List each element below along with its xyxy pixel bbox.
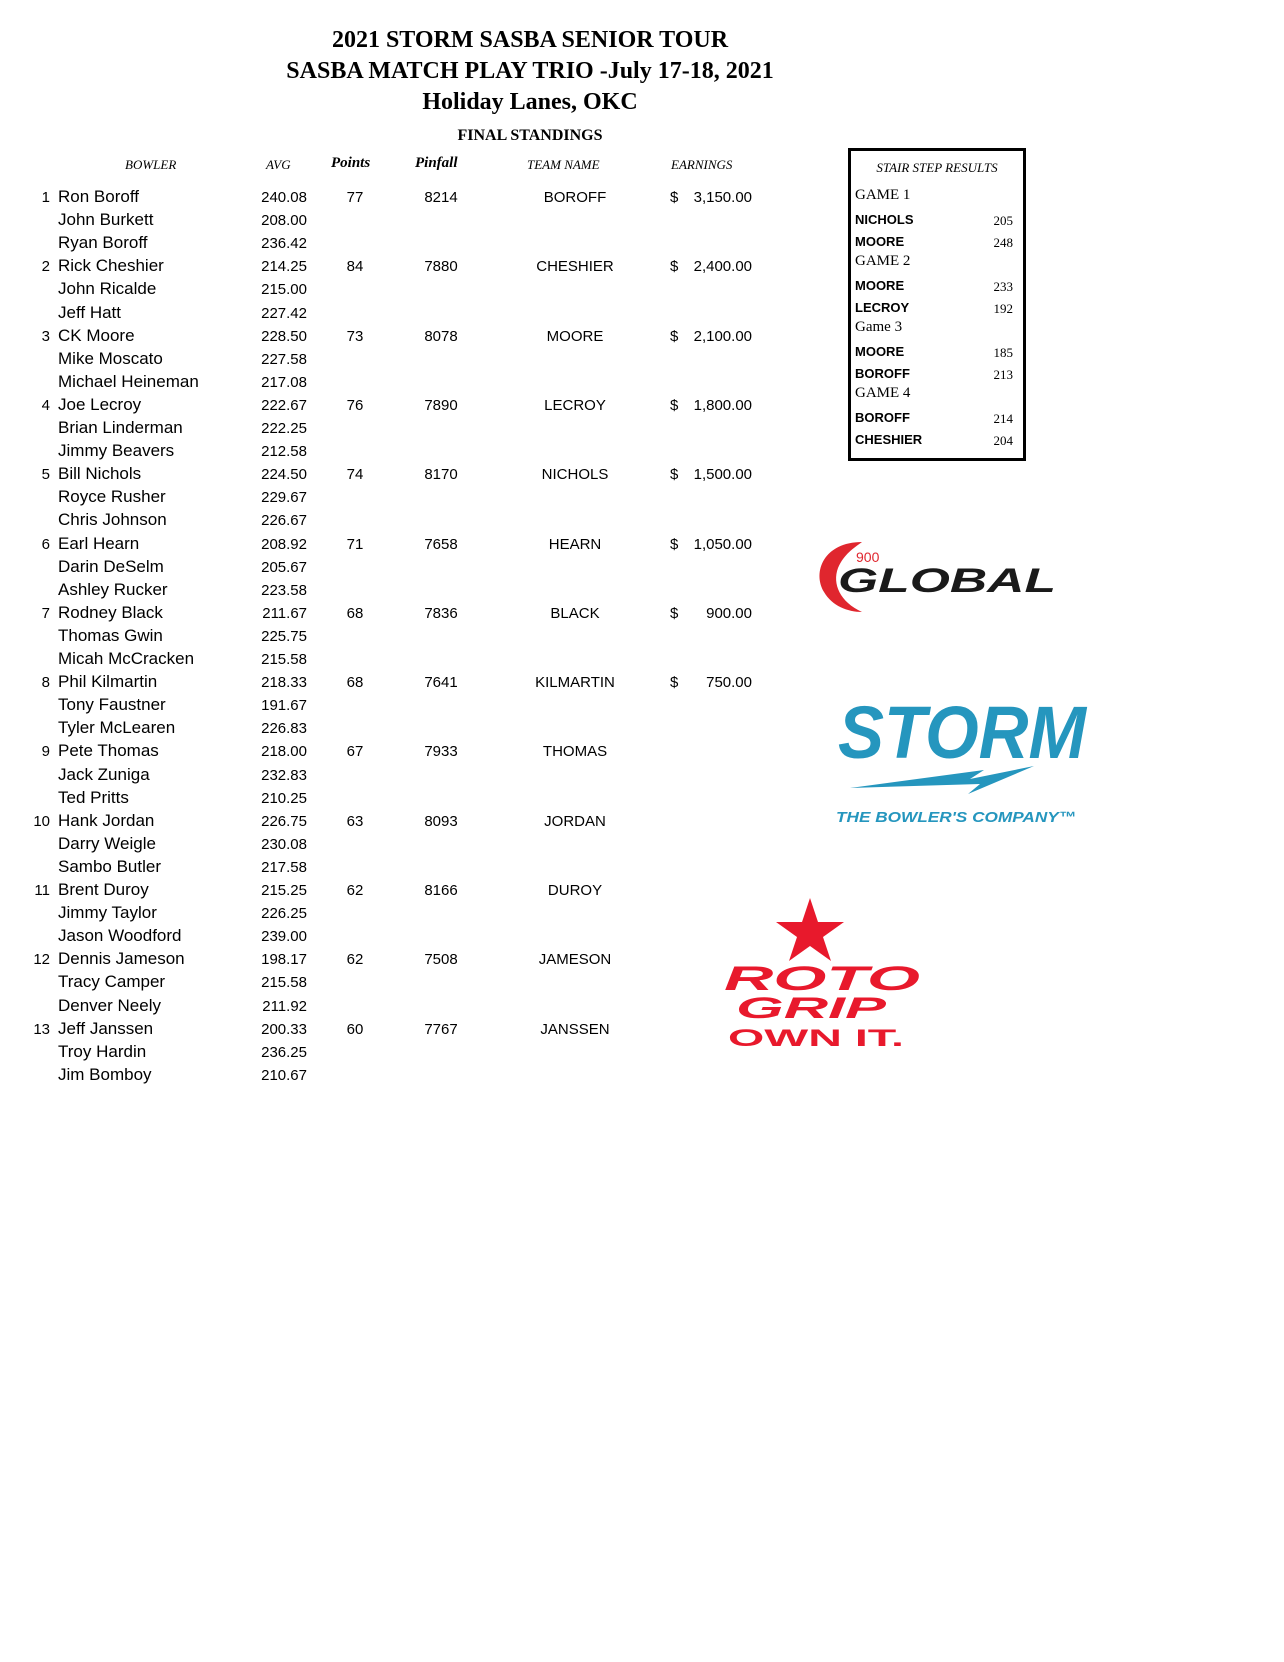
bowler-name: Micah McCracken xyxy=(58,649,195,668)
table-row xyxy=(0,926,760,949)
bowler-name: Michael Heineman xyxy=(58,371,199,391)
bowler-name: Jeff Janssen xyxy=(58,1018,154,1038)
bowler-rank: 3 xyxy=(41,327,50,345)
grip-text: GRIP xyxy=(736,992,888,1025)
bowler-name: Jimmy Taylor xyxy=(58,903,157,923)
team-pinfall: 7836 xyxy=(424,604,458,622)
bowler-name: Royce Rusher xyxy=(58,487,166,507)
bowler-rank: 5 xyxy=(41,466,50,484)
storm-tagline: THE BOWLER'S COMPANY™ xyxy=(836,809,1076,826)
team-points: 77 xyxy=(346,189,364,206)
table-row xyxy=(0,903,760,926)
col-header-bowler: BOWLER xyxy=(125,157,177,172)
bowler-avg: 230.08 xyxy=(261,835,307,853)
earnings-dollar-sign: $ xyxy=(670,327,679,345)
stair-step-score: 213 xyxy=(993,367,1013,382)
bowler-rank: 1 xyxy=(41,189,50,206)
team-points: 73 xyxy=(346,327,364,345)
bowler-avg: 211.67 xyxy=(262,604,307,622)
bowler-avg: 222.67 xyxy=(261,396,307,414)
stair-step-score: 185 xyxy=(993,345,1013,360)
team-points: 76 xyxy=(346,396,364,414)
bowler-avg: 236.25 xyxy=(261,1043,307,1061)
team-name: HEARN xyxy=(548,535,602,553)
stair-step-score: 214 xyxy=(993,411,1013,426)
bowler-name: Mike Moscato xyxy=(58,348,163,368)
team-earnings: 2,400.00 xyxy=(693,258,752,276)
bowler-name: Jimmy Beavers xyxy=(58,441,175,461)
bowler-name: Troy Hardin xyxy=(58,1041,147,1061)
title-line-1: 2021 STORM SASBA SENIOR TOUR xyxy=(331,27,729,53)
global-main-text: GLOBAL xyxy=(838,562,1056,600)
bowler-avg: 240.08 xyxy=(261,189,307,206)
stair-step-team: MOORE xyxy=(855,234,905,249)
bowler-avg: 218.00 xyxy=(261,743,307,761)
bowler-avg: 191.67 xyxy=(261,697,307,715)
900-global-logo xyxy=(810,540,1070,615)
table-row xyxy=(0,487,760,510)
team-points: 68 xyxy=(346,674,364,692)
team-pinfall: 7933 xyxy=(424,743,458,761)
stair-step-results-box xyxy=(848,148,1026,461)
bowler-avg: 223.58 xyxy=(261,581,307,599)
bowler-name: Earl Hearn xyxy=(58,533,140,553)
table-row xyxy=(0,603,760,626)
table-row xyxy=(0,972,760,995)
team-pinfall: 7890 xyxy=(424,396,458,414)
bowler-name: Phil Kilmartin xyxy=(58,672,158,692)
stair-step-team-row xyxy=(855,341,1021,363)
bowler-name: CK Moore xyxy=(58,325,135,345)
bowler-avg: 210.25 xyxy=(261,789,307,807)
team-name: KILMARTIN xyxy=(535,674,615,692)
table-row xyxy=(0,811,760,834)
bowler-avg: 226.25 xyxy=(261,905,307,923)
table-row xyxy=(0,996,760,1019)
table-row xyxy=(0,880,760,903)
team-name: BLACK xyxy=(550,604,600,622)
stair-step-score: 204 xyxy=(993,433,1013,448)
bowler-rank: 13 xyxy=(33,1020,50,1038)
bowler-rank: 2 xyxy=(41,258,50,276)
table-row xyxy=(0,672,760,695)
team-name: JORDAN xyxy=(544,812,606,830)
table-row xyxy=(0,765,760,788)
team-points: 62 xyxy=(346,882,364,899)
col-header-pinfall: Pinfall xyxy=(415,155,458,171)
table-row xyxy=(0,372,760,395)
table-row xyxy=(0,418,760,441)
col-header-team-name: TEAM NAME xyxy=(527,157,600,172)
team-name: CHESHIER xyxy=(536,258,614,276)
table-row xyxy=(0,580,760,603)
team-earnings: 1,800.00 xyxy=(693,396,752,414)
table-row xyxy=(0,1019,760,1042)
bowler-avg: 227.58 xyxy=(261,350,307,368)
bowler-rank: 11 xyxy=(34,882,50,899)
bowler-avg: 229.67 xyxy=(261,489,307,507)
table-row xyxy=(0,210,760,233)
roto-text: ROTO xyxy=(724,960,920,998)
bowler-name: Tyler McLearen xyxy=(58,718,176,738)
bowler-avg: 226.83 xyxy=(261,720,307,738)
team-name: MOORE xyxy=(546,327,604,345)
bowler-rank: 10 xyxy=(33,812,50,830)
stair-step-team-row xyxy=(855,275,1021,297)
team-points: 74 xyxy=(346,466,364,484)
table-row xyxy=(0,349,760,372)
bowler-avg: 236.42 xyxy=(261,235,307,253)
team-name: THOMAS xyxy=(542,743,608,761)
team-points: 84 xyxy=(346,258,364,276)
table-row xyxy=(0,718,760,741)
team-points: 62 xyxy=(346,951,364,969)
table-row xyxy=(0,557,760,580)
table-row xyxy=(0,741,760,764)
bowler-avg: 208.00 xyxy=(261,212,307,230)
bowler-avg: 215.58 xyxy=(261,974,307,992)
table-row xyxy=(0,834,760,857)
stair-step-title: STAIR STEP RESULTS xyxy=(876,160,998,175)
game-label: GAME 2 xyxy=(855,253,911,269)
stair-step-game-label xyxy=(855,385,1021,407)
bowler-name: Chris Johnson xyxy=(58,510,167,530)
bowler-avg: 225.75 xyxy=(261,627,307,645)
earnings-dollar-sign: $ xyxy=(670,674,679,692)
team-name: JAMESON xyxy=(538,951,612,969)
team-points: 63 xyxy=(346,812,364,830)
col-header-avg: AVG xyxy=(266,157,291,172)
game-label: Game 3 xyxy=(855,319,903,335)
table-row xyxy=(0,788,760,811)
team-earnings: 2,100.00 xyxy=(693,327,752,345)
earnings-dollar-sign: $ xyxy=(670,604,679,622)
bowler-avg: 198.17 xyxy=(261,951,307,969)
team-name: JANSSEN xyxy=(540,1020,610,1038)
team-pinfall: 7880 xyxy=(424,258,458,276)
team-points: 60 xyxy=(346,1020,364,1038)
team-points: 67 xyxy=(346,743,364,761)
team-earnings: 3,150.00 xyxy=(693,189,752,206)
stair-step-team-row xyxy=(855,231,1021,253)
final-standings-heading: FINAL STANDINGS xyxy=(457,127,603,144)
bowler-avg: 232.83 xyxy=(261,766,307,784)
bowler-name: Tony Faustner xyxy=(58,695,166,715)
team-pinfall: 7641 xyxy=(424,674,458,692)
bowler-name: Joe Lecroy xyxy=(58,394,142,414)
earnings-dollar-sign: $ xyxy=(670,396,679,414)
table-row xyxy=(0,510,760,533)
stair-step-score: 233 xyxy=(993,279,1013,294)
col-header-points: Points xyxy=(331,155,371,171)
bowler-rank: 7 xyxy=(41,604,50,622)
bowler-name: Tracy Camper xyxy=(58,972,166,992)
team-earnings: 1,500.00 xyxy=(693,466,752,484)
bowler-name: Denver Neely xyxy=(58,995,161,1015)
bowler-name: Dennis Jameson xyxy=(58,949,185,969)
stair-step-team: MOORE xyxy=(855,278,905,293)
team-earnings: 750.00 xyxy=(706,674,752,692)
title-line-2: SASBA MATCH PLAY TRIO -July 17-18, 2021 xyxy=(286,58,774,84)
team-name: DUROY xyxy=(547,882,603,899)
table-row xyxy=(0,464,760,487)
bowler-name: John Burkett xyxy=(58,210,154,230)
team-pinfall: 8214 xyxy=(424,189,458,206)
stair-step-game-label xyxy=(855,187,1021,209)
bowler-avg: 215.00 xyxy=(261,281,307,299)
table-row xyxy=(0,1042,760,1065)
table-row xyxy=(0,303,760,326)
bowler-avg: 239.00 xyxy=(261,928,307,946)
team-earnings: 1,050.00 xyxy=(693,535,752,553)
bowler-name: Darin DeSelm xyxy=(58,556,164,576)
table-row xyxy=(0,326,760,349)
bowler-name: Brian Linderman xyxy=(58,418,183,437)
bowler-name: Jeff Hatt xyxy=(58,302,121,322)
team-pinfall: 8078 xyxy=(424,327,458,345)
bowler-rank: 12 xyxy=(33,951,50,969)
earnings-dollar-sign: $ xyxy=(670,189,679,206)
bowler-avg: 226.75 xyxy=(261,812,307,830)
bowler-avg: 205.67 xyxy=(261,558,307,576)
bowler-avg: 224.50 xyxy=(261,466,307,484)
stair-step-team-row xyxy=(855,363,1021,385)
table-row xyxy=(0,279,760,302)
bowler-name: Ashley Rucker xyxy=(58,579,168,599)
game-label: GAME 1 xyxy=(855,187,911,203)
bowler-name: Rick Cheshier xyxy=(58,256,164,276)
team-name: LECROY xyxy=(544,396,606,414)
bowler-name: Ryan Boroff xyxy=(58,233,148,253)
bowler-avg: 227.42 xyxy=(261,304,307,322)
own-it-text: OWN IT. xyxy=(728,1025,904,1048)
bowler-name: Darry Weigle xyxy=(58,833,156,853)
team-pinfall: 8093 xyxy=(424,812,458,830)
stair-step-team-row xyxy=(855,429,1021,451)
table-row xyxy=(0,626,760,649)
bowler-name: Bill Nichols xyxy=(58,464,142,484)
storm-logo xyxy=(834,686,1094,826)
bowler-name: Ron Boroff xyxy=(58,187,139,206)
team-name: BOROFF xyxy=(543,189,607,206)
bowler-avg: 217.08 xyxy=(261,373,307,391)
team-pinfall: 7658 xyxy=(424,535,458,553)
table-row xyxy=(0,649,760,672)
bowler-rank: 8 xyxy=(41,674,50,692)
team-pinfall: 8166 xyxy=(424,882,458,899)
bowler-avg: 210.67 xyxy=(261,1066,307,1084)
team-pinfall: 8170 xyxy=(424,466,458,484)
bowler-name: John Ricalde xyxy=(58,279,157,299)
bowler-avg: 200.33 xyxy=(261,1020,307,1038)
stair-step-team: BOROFF xyxy=(855,410,910,425)
team-name: NICHOLS xyxy=(541,466,609,484)
bowler-name: Rodney Black xyxy=(58,602,163,622)
stair-step-score: 248 xyxy=(993,235,1013,250)
table-row xyxy=(0,256,760,279)
stair-step-team: MOORE xyxy=(855,344,905,359)
table-row xyxy=(0,233,760,256)
bowler-name: Jason Woodford xyxy=(58,926,182,946)
stair-step-score: 205 xyxy=(993,213,1013,228)
table-row xyxy=(0,1065,760,1088)
stair-step-team: CHESHIER xyxy=(855,432,923,447)
bowler-avg: 222.25 xyxy=(261,420,307,437)
bowler-avg: 212.58 xyxy=(261,443,307,461)
earnings-dollar-sign: $ xyxy=(670,535,679,553)
bowler-rank: 4 xyxy=(41,396,50,414)
table-row xyxy=(0,395,760,418)
earnings-dollar-sign: $ xyxy=(670,258,679,276)
bowler-name: Thomas Gwin xyxy=(58,625,163,645)
roto-grip-logo xyxy=(722,898,932,1048)
stair-step-game-label xyxy=(855,319,1021,341)
bowler-rank: 9 xyxy=(41,743,50,761)
stair-step-team-row xyxy=(855,407,1021,429)
bowler-name: Hank Jordan xyxy=(58,810,155,830)
bowler-avg: 211.92 xyxy=(262,997,307,1015)
bowler-rank: 6 xyxy=(41,535,50,553)
stair-step-team: LECROY xyxy=(855,300,910,315)
bowler-name: Sambo Butler xyxy=(58,856,161,876)
stair-step-team: NICHOLS xyxy=(855,212,914,227)
title-line-3: Holiday Lanes, OKC xyxy=(422,89,638,115)
table-row xyxy=(0,534,760,557)
bowler-avg: 226.67 xyxy=(261,512,307,530)
team-pinfall: 7508 xyxy=(424,951,458,969)
table-row xyxy=(0,187,760,210)
table-row xyxy=(0,695,760,718)
storm-main-text: STORM xyxy=(838,691,1088,774)
stair-step-score: 192 xyxy=(993,301,1013,316)
bowler-avg: 228.50 xyxy=(261,327,307,345)
bowler-avg: 208.92 xyxy=(261,535,307,553)
bowler-name: Brent Duroy xyxy=(58,880,149,899)
bowler-name: Jim Bomboy xyxy=(58,1064,152,1084)
team-points: 71 xyxy=(346,535,364,553)
col-header-earnings: EARNINGS xyxy=(671,157,733,172)
global-small-text: 900 xyxy=(856,549,880,565)
team-points: 68 xyxy=(346,604,364,622)
table-row xyxy=(0,857,760,880)
bowler-name: Jack Zuniga xyxy=(58,764,150,784)
bowler-name: Pete Thomas xyxy=(58,741,159,761)
bowler-avg: 218.33 xyxy=(261,674,307,692)
bowler-avg: 215.25 xyxy=(261,882,307,899)
bowler-avg: 217.58 xyxy=(261,858,307,876)
stair-step-game-label xyxy=(855,253,1021,275)
stair-step-team: BOROFF xyxy=(855,366,910,381)
stair-step-team-row xyxy=(855,209,1021,231)
team-pinfall: 7767 xyxy=(424,1020,458,1038)
team-earnings: 900.00 xyxy=(706,604,752,622)
game-label: GAME 4 xyxy=(855,385,911,401)
star-icon xyxy=(776,898,844,961)
table-row xyxy=(0,441,760,464)
stair-step-team-row xyxy=(855,297,1021,319)
bowler-avg: 214.25 xyxy=(261,258,307,276)
table-row xyxy=(0,949,760,972)
bowler-avg: 215.58 xyxy=(261,651,307,668)
earnings-dollar-sign: $ xyxy=(670,466,679,484)
bowler-name: Ted Pritts xyxy=(58,787,129,807)
